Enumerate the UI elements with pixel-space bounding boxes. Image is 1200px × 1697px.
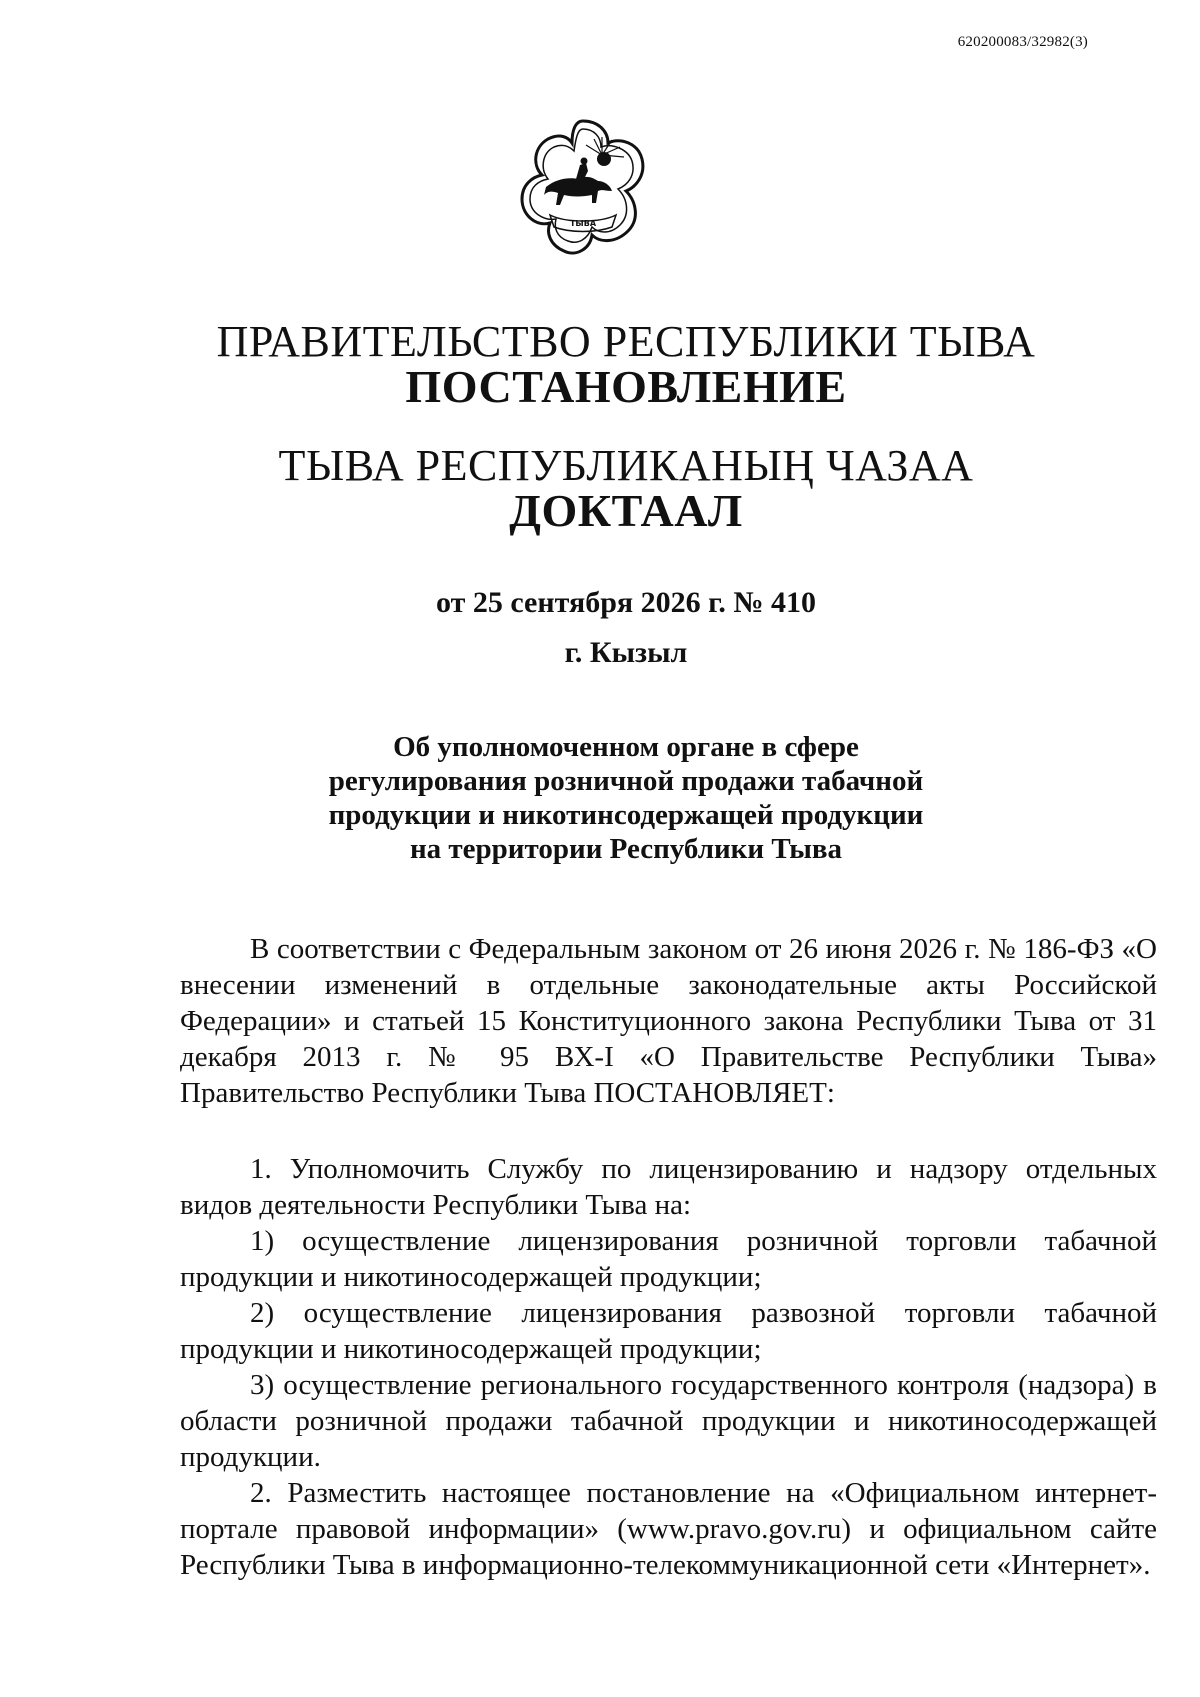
document-subject — [0, 730, 1200, 866]
resolution-subitem: 3) осуществление регионального государственного контроля (надзора) в области розничной продажи табачной продукции и никотиносодержащей продукции. — [180, 1369, 1157, 1473]
resolution-item: 2. Разместить настоящее постановление на «Официальном интернет-портале правовой информации» (www.pravo.gov.ru) и официальном сайте Республики Тыва в информационно-телекоммуникационной сети «Интернет». — [180, 1477, 1157, 1581]
document-city: г. Кызыл — [564, 636, 688, 669]
preamble — [180, 931, 1157, 1111]
emblem-ribbon-text: ТЫВА — [569, 219, 597, 228]
subject-line: регулирования розничной продажи табачной — [328, 765, 924, 797]
government-name-tyv: ТЫВА РЕСПУБЛИКАНЫҢ ЧАЗАА — [278, 441, 974, 490]
resolution-subitem: 2) осуществление лицензирования развозной торговли табачной продукции и никотиносодержащей продукции; — [180, 1297, 1157, 1365]
resolution-items — [180, 1151, 1157, 1583]
tuva-coat-of-arms-icon — [516, 115, 650, 265]
document-type-ru: ПОСТАНОВЛЕНИЕ — [405, 361, 847, 412]
resolution-item: 1. Уполномочить Службу по лицензированию и надзору отдельных видов деятельности Республики Тыва на: — [180, 1153, 1157, 1221]
subject-line: Об уполномоченном органе в сфере — [393, 731, 859, 763]
document-type-tyv: ДОКТААЛ — [509, 485, 743, 536]
subject-line: на территории Республики Тыва — [409, 833, 843, 865]
subject-line: продукции и никотинсодержащей продукции — [328, 799, 924, 831]
document-date-number: от 25 сентября 2026 г. № 410 — [436, 586, 816, 619]
document-registration-number: 620200083/32982(3) — [957, 34, 1088, 50]
government-name-ru: ПРАВИТЕЛЬСТВО РЕСПУБЛИКИ ТЫВА — [216, 317, 1036, 366]
resolution-subitem: 1) осуществление лицензирования розничной торговли табачной продукции и никотиносодержащей продукции; — [180, 1225, 1157, 1293]
preamble-paragraph: В соответствии с Федеральным законом от 26 июня 2026 г. № 186-ФЗ «О внесении изменений в отдельные законодательные акты Российской Федерации» и статьей 15 Конституционного закона Республики Тыва от 31 декабря 2013 г. № 95 ВХ-I «О Правительстве Республики Тыва» Правительство Республики Тыва ПОСТАНОВЛЯЕТ: — [180, 933, 1157, 1109]
